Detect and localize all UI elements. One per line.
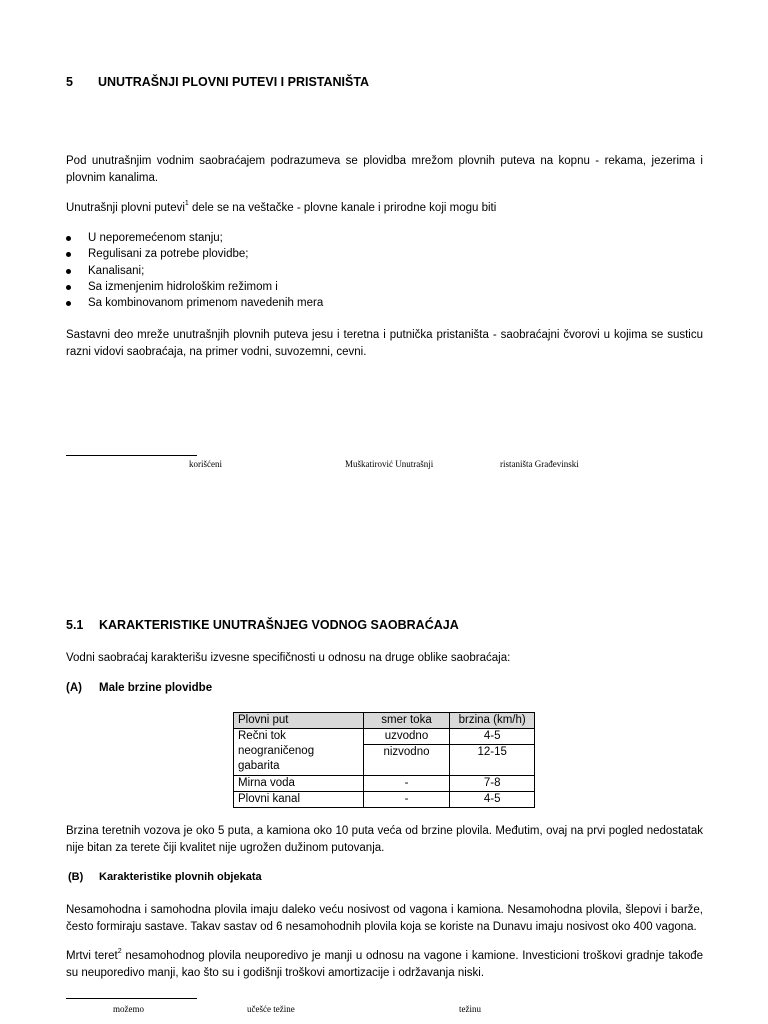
subsection-label: (B)	[68, 871, 84, 883]
paragraph: Brzina teretnih vozova je oko 5 puta, a kamiona oko 10 puta veća od brzine plovila. Međutim, ovaj na prvi pogled nedostatak nije bitan za terete čiji kvalitet nije ugrožen dužinom putovanja.	[66, 825, 703, 854]
paragraph: Pod unutrašnjim vodnim saobraćajem podrazumeva se plovidba mrežom plovnih puteva na kopnu - rekama, jezerima i plovnim kanalima.	[66, 155, 703, 184]
section-number: 5.1	[66, 618, 84, 632]
table-cell: Mirna voda	[234, 776, 364, 792]
table-cell: nizvodno	[363, 745, 450, 776]
table-cell: Rečni tok neograničenog gabarita	[234, 729, 364, 776]
bullet-icon	[66, 301, 71, 306]
footnote-text: težinu	[459, 1004, 481, 1014]
table-cell: -	[363, 792, 450, 808]
paragraph: Sastavni deo mreže unutrašnjih plovnih puteva jesu i teretna i putnička pristaništa - saobraćajni čvorovi u kojima se susticu razni vidovi saobraćaja, na primer vodni, suvozemni, cevni.	[66, 329, 703, 358]
paragraph-text: dele se na veštačke - plovne kanale i prirodne koji mogu biti	[188, 202, 497, 214]
bullet-icon	[66, 269, 71, 274]
table-cell: 4-5	[450, 729, 535, 745]
subsection-b-heading	[68, 871, 262, 883]
list-item	[66, 279, 703, 295]
subsection-a-heading	[66, 682, 212, 694]
list-item	[66, 295, 703, 311]
footnote-text: možemo	[113, 1004, 144, 1014]
table-header-cell: smer toka	[363, 713, 450, 729]
paragraph-text: nesamohodnog plovila neuporedivo je manji u odnosu na vagone i kamione. Investicioni troškovi gradnje takođe su neuporedivo manji, kao što su i godišnji troškovi amortizacije i održavanja niski.	[66, 950, 704, 979]
bullet-list	[66, 230, 703, 311]
table-cell: -	[363, 776, 450, 792]
section-5-heading	[66, 75, 369, 89]
bullet-icon	[66, 285, 71, 290]
footnote-text: korišćeni	[189, 459, 222, 469]
table-cell: uzvodno	[363, 729, 450, 745]
footnote-text: ristaništa Građevinski	[500, 459, 579, 469]
table-row	[234, 729, 535, 745]
section-number: 5	[66, 75, 73, 89]
table-row	[234, 792, 535, 808]
subsection-label: (A)	[66, 682, 82, 694]
section-title: UNUTRAŠNJI PLOVNI PUTEVI I PRISTANIŠTA	[98, 75, 370, 89]
footnote-text: učešće težine	[247, 1004, 295, 1014]
speed-table	[233, 712, 535, 808]
table-header-row	[234, 713, 535, 729]
list-item	[66, 230, 703, 246]
table-header-cell: brzina (km/h)	[450, 713, 535, 729]
list-item	[66, 263, 703, 279]
footnote-divider	[66, 998, 197, 999]
table-row	[234, 776, 535, 792]
table-cell: 7-8	[450, 776, 535, 792]
list-item-text: U neporemećenom stanju;	[88, 232, 223, 244]
paragraph-text: Mrtvi teret	[66, 950, 118, 962]
section-5-1-heading	[66, 618, 459, 632]
subsection-title: Karakteristike plovnih objekata	[99, 871, 262, 883]
bullet-icon	[66, 236, 71, 241]
paragraph-text: Unutrašnji plovni putevi	[66, 202, 185, 214]
list-item-text: Regulisani za potrebe plovidbe;	[88, 248, 249, 261]
footnote-ref: 2	[117, 948, 122, 956]
list-item-text: Sa izmenjenim hidrološkim režimom i	[88, 280, 278, 293]
paragraph	[66, 200, 703, 217]
paragraph: Nesamohodna i samohodna plovila imaju daleko veću nosivost od vagona i kamiona. Nesamohodna plovila, šlepovi i barže, često formiraju sastave. Takav sastav od 6 nesamohodnih plovila koja se koriste na Dunavu imaju nosivost oko 400 vagona.	[66, 904, 703, 933]
footnote-text: Muškatirović Unutrašnji	[345, 459, 434, 469]
table-header-cell: Plovni put	[234, 713, 364, 729]
table-cell: Plovni kanal	[234, 792, 364, 808]
subsection-title: Male brzine plovidbe	[99, 682, 213, 694]
list-item-text: Kanalisani;	[88, 264, 145, 277]
footnote-divider	[66, 455, 197, 456]
footnote-ref: 1	[184, 200, 189, 208]
list-item-text: Sa kombinovanom primenom navedenih mera	[88, 297, 324, 310]
paragraph	[66, 948, 703, 981]
table-cell: 12-15	[450, 745, 535, 776]
table-cell: 4-5	[450, 792, 535, 808]
section-title: KARAKTERISTIKE UNUTRAŠNJEG VODNOG SAOBRAĆAJA	[99, 618, 459, 632]
list-item	[66, 246, 703, 262]
paragraph: Vodni saobraćaj karakterišu izvesne specifičnosti u odnosu na druge oblike saobraćaja:	[66, 652, 511, 664]
bullet-icon	[66, 252, 71, 257]
